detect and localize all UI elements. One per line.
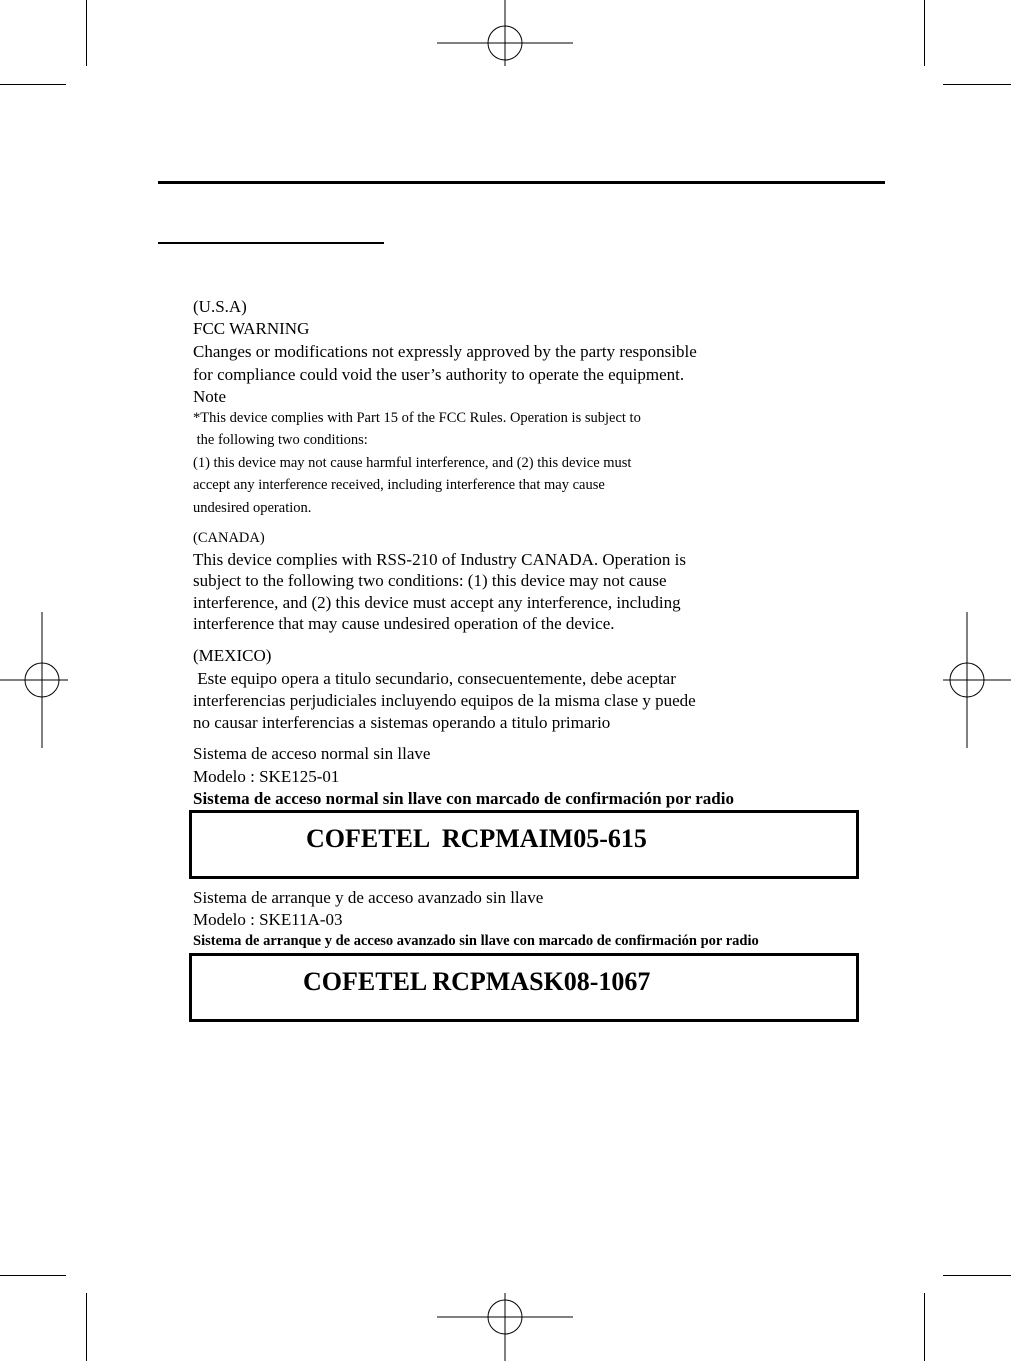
system1-model: Modelo : SKE125-01 — [193, 767, 340, 786]
canada-line: subject to the following two conditions: (1) this device may not cause — [193, 571, 667, 590]
header-rule — [158, 181, 885, 184]
mexico-line: no causar interferencias a sistemas operando a titulo primario — [193, 713, 611, 732]
section-rule — [158, 242, 384, 244]
note-line: accept any interference received, including interference that may cause — [193, 477, 605, 493]
system2-model: Modelo : SKE11A-03 — [193, 910, 343, 929]
note-label: Note — [193, 387, 227, 406]
system1-name: Sistema de acceso normal sin llave — [193, 744, 431, 763]
system2-caption: Sistema de arranque y de acceso avanzado sin llave con marcado de confirmación por radio — [193, 933, 759, 949]
cofetel-code-1: COFETEL RCPMAIM05-615 — [306, 824, 647, 853]
cofetel-box-2 — [189, 953, 859, 1022]
cofetel-code-2: COFETEL RCPMASK08-1067 — [303, 967, 651, 996]
system1-caption: Sistema de acceso normal sin llave con marcado de confirmación por radio — [193, 789, 734, 808]
canada-heading: (CANADA) — [193, 530, 265, 546]
registration-mark-bottom — [437, 1293, 573, 1361]
fcc-warning-line: Changes or modifications not expressly approved by the party responsible — [193, 342, 697, 361]
note-line: (1) this device may not cause harmful interference, and (2) this device must — [193, 455, 632, 471]
note-line: the following two conditions: — [193, 432, 368, 448]
fcc-warning-title: FCC WARNING — [193, 319, 310, 338]
mexico-line: Este equipo opera a titulo secundario, consecuentemente, debe aceptar — [193, 669, 676, 688]
fcc-warning-line: for compliance could void the user’s authority to operate the equipment. — [193, 365, 685, 384]
cofetel-box-1 — [189, 810, 859, 879]
note-line: *This device complies with Part 15 of the FCC Rules. Operation is subject to — [193, 410, 641, 426]
registration-mark-right — [943, 612, 1011, 748]
canada-line: interference, and (2) this device must accept any interference, including — [193, 593, 681, 612]
usa-heading: (U.S.A) — [193, 297, 247, 316]
mexico-line: interferencias perjudiciales incluyendo equipos de la misma clase y puede — [193, 691, 696, 710]
system2-name: Sistema de arranque y de acceso avanzado sin llave — [193, 888, 544, 907]
note-line: undesired operation. — [193, 500, 312, 516]
canada-line: interference that may cause undesired operation of the device. — [193, 614, 615, 633]
registration-mark-top — [437, 0, 573, 68]
registration-mark-left — [0, 612, 68, 748]
mexico-heading: (MEXICO) — [193, 646, 272, 665]
canada-line: This device complies with RSS-210 of Industry CANADA. Operation is — [193, 550, 686, 569]
